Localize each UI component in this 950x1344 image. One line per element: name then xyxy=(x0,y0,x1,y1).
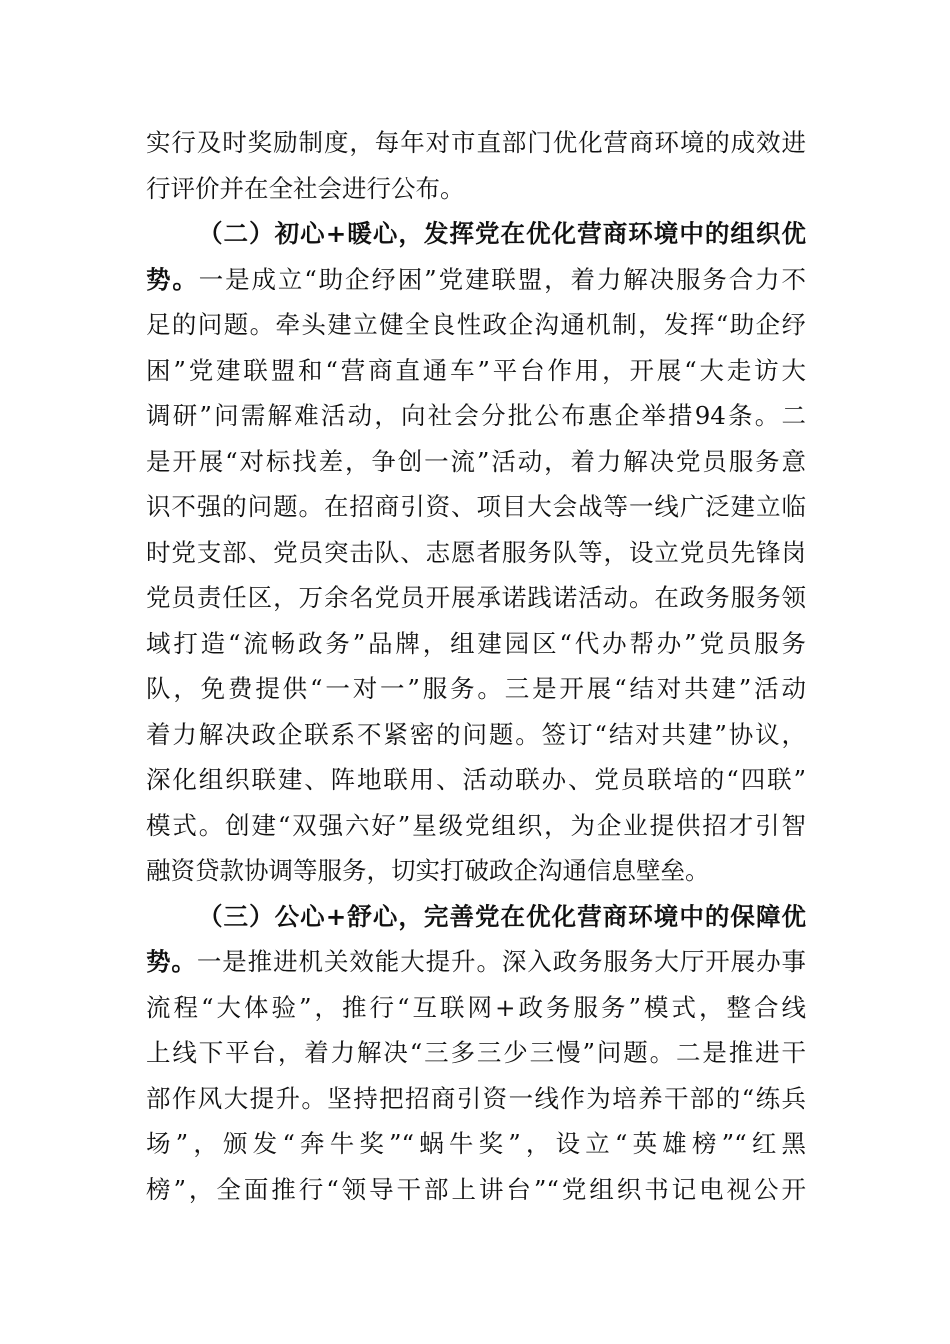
document-page xyxy=(146,120,806,1212)
text-line xyxy=(146,848,806,894)
text-segment: 时党支部、党员突击队、志愿者服务队等，设立党员先锋岗 xyxy=(146,537,806,567)
text-segment: 足的问题。牵头建立健全良性政企沟通机制，发挥“助企纾 xyxy=(146,310,806,339)
text-line xyxy=(146,393,806,439)
text-segment: 部作风大提升。坚持把招商引资一线作为培养干部的“练兵 xyxy=(146,1083,806,1113)
text-segment: 行评价并在全社会进行公布。 xyxy=(146,173,465,203)
text-line xyxy=(146,621,806,667)
text-line xyxy=(146,894,806,940)
text-segment: 上线下平台，着力解决“三多三少三慢”问题。二是推进干 xyxy=(146,1038,806,1067)
text-segment: 榜”，全面推行“领导干部上讲台”“党组织书记电视公开 xyxy=(146,1174,806,1204)
text-line xyxy=(146,803,806,849)
text-segment: 深化组织联建、阵地联用、活动联办、党员联培的“四联” xyxy=(146,765,806,794)
bold-text-segment: （二）初心+暖心，发挥党在优化营商环境中的组织优 xyxy=(198,219,806,248)
text-segment: 是开展“对标找差，争创一流”活动，着力解决党员服务意 xyxy=(146,446,806,476)
text-line xyxy=(146,484,806,530)
text-line xyxy=(146,166,806,212)
text-segment: 流程“大体验”，推行“互联网+政务服务”模式，整合线 xyxy=(146,992,806,1022)
text-segment: 识不强的问题。在招商引资、项目大会战等一线广泛建立临 xyxy=(146,492,806,521)
text-line xyxy=(146,575,806,621)
bold-text-segment: 势。 xyxy=(146,264,199,294)
text-segment: 一是推进机关效能大提升。深入政务服务大厅开展办事 xyxy=(196,947,807,976)
text-line xyxy=(146,120,806,166)
bold-text-segment: （三）公心+舒心，完善党在优化营商环境中的保障优 xyxy=(198,901,806,931)
text-segment: 困”党建联盟和“营商直通车”平台作用，开展“大走访大 xyxy=(146,355,806,385)
text-line xyxy=(146,712,806,758)
text-line xyxy=(146,1121,806,1167)
text-segment: 域打造“流畅政务”品牌，组建园区“代办帮办”党员服务 xyxy=(146,628,806,658)
text-line xyxy=(146,1167,806,1213)
text-segment: 党员责任区，万余名党员开展承诺践诺活动。在政务服务领 xyxy=(146,583,806,612)
text-line xyxy=(146,257,806,303)
bold-text-segment: 势。 xyxy=(146,947,197,976)
text-line xyxy=(146,1076,806,1122)
text-line xyxy=(146,1030,806,1076)
text-segment: 队，免费提供“一对一”服务。三是开展“结对共建”活动 xyxy=(146,674,806,703)
text-line xyxy=(146,757,806,803)
text-line xyxy=(146,985,806,1031)
text-segment: 场”，颁发“奔牛奖”“蜗牛奖”，设立“英雄榜”“红黑 xyxy=(146,1129,806,1158)
text-line xyxy=(146,302,806,348)
text-segment: 一是成立“助企纾困”党建联盟，着力解决服务合力不 xyxy=(198,264,806,294)
text-segment: 模式。创建“双强六好”星级党组织，为企业提供招才引智 xyxy=(146,810,806,840)
text-line xyxy=(146,211,806,257)
text-segment: 实行及时奖励制度，每年对市直部门优化营商环境的成效进 xyxy=(146,128,806,157)
text-segment: 融资贷款协调等服务，切实打破政企沟通信息壁垒。 xyxy=(146,856,710,885)
text-segment: 着力解决政企联系不紧密的问题。签订“结对共建”协议， xyxy=(146,719,806,749)
text-line xyxy=(146,666,806,712)
text-line xyxy=(146,530,806,576)
text-line xyxy=(146,939,806,985)
text-line xyxy=(146,439,806,485)
text-segment: 调研”问需解难活动，向社会分批公布惠企举措94条。二 xyxy=(146,401,806,430)
text-line xyxy=(146,348,806,394)
